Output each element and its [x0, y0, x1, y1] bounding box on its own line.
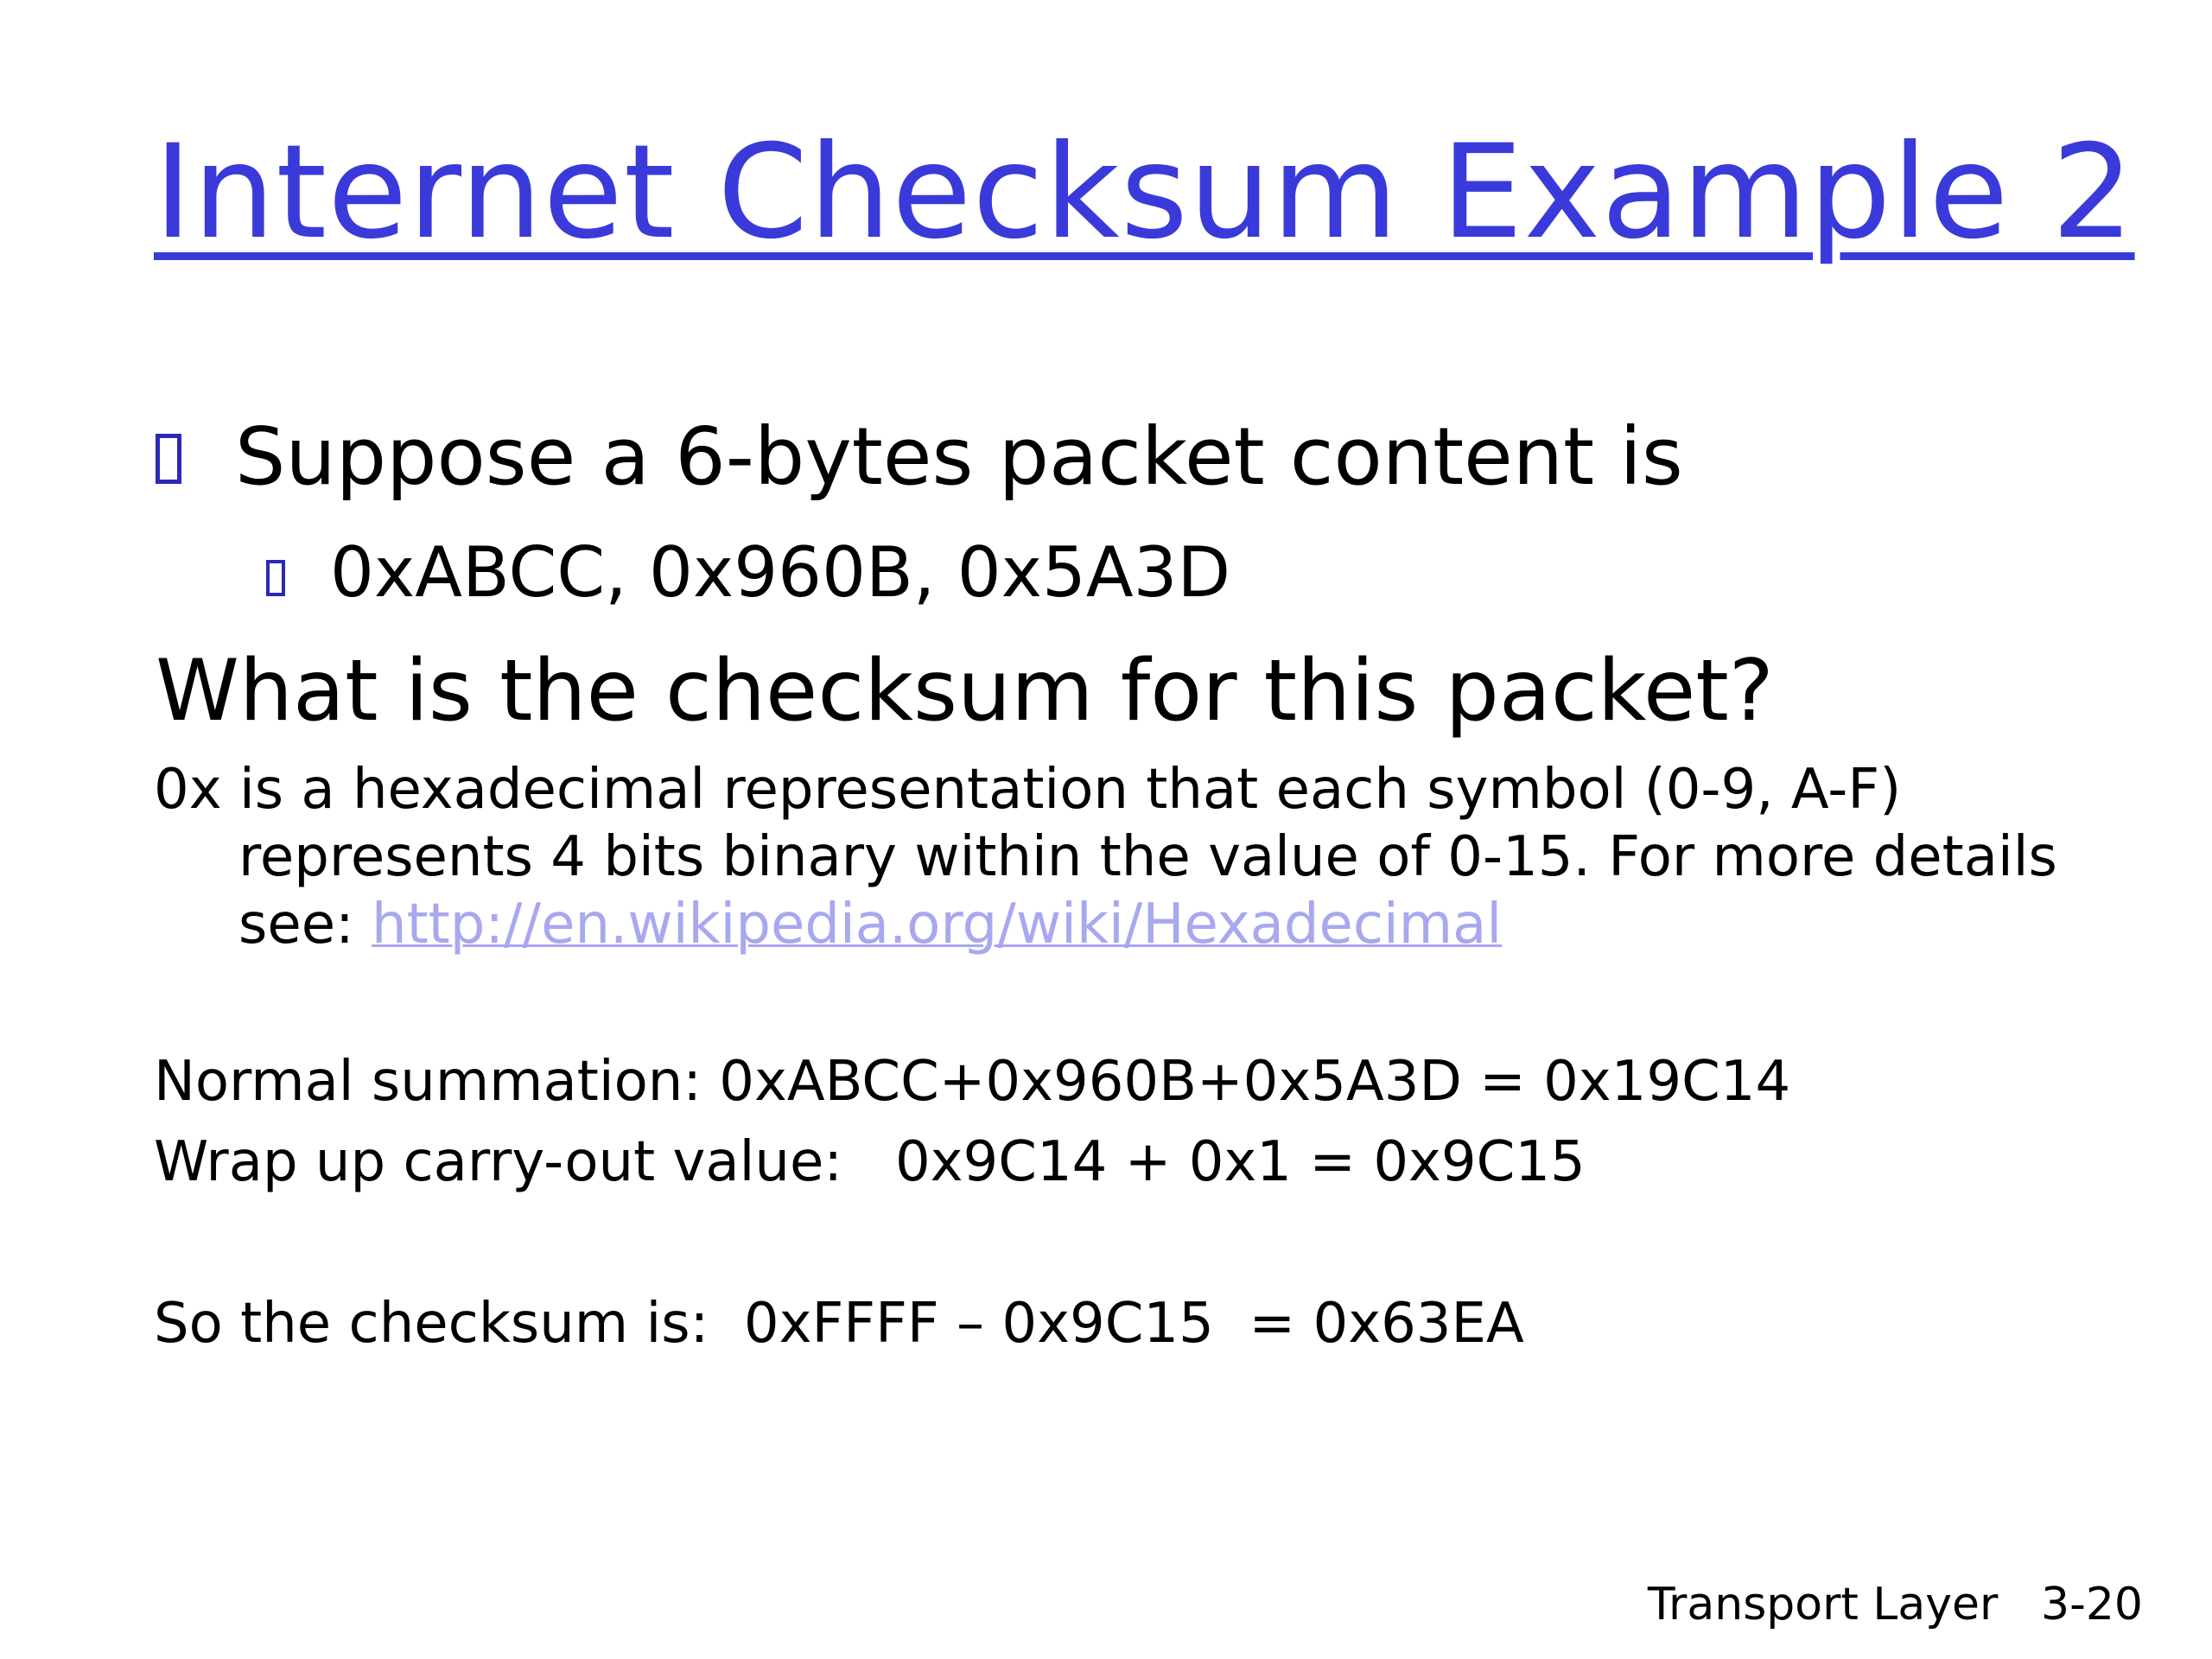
bullet-level-1 — [156, 410, 1683, 503]
bullet-level-2 — [266, 532, 1230, 613]
bullet-text: Suppose a 6-bytes packet content is — [235, 410, 1683, 503]
bullet-text: 0xABCC, 0x960B, 0x5A3D — [330, 532, 1231, 613]
normal-summation: Normal summation: 0xABCC+0x960B+0x5A3D = 0x19C14 — [154, 1050, 1791, 1114]
page-number: 3-20 — [2040, 1579, 2143, 1630]
hex-explanation — [154, 756, 2072, 958]
wrap-up-carry: Wrap up carry-out value: 0x9C14 + 0x1 = 0x9C15 — [154, 1130, 1586, 1194]
question-text: What is the checksum for this packet? — [156, 642, 1774, 741]
footer-label: Transport Layer — [1647, 1579, 1999, 1630]
wikipedia-link[interactable]: http://en.wikipedia.org/wiki/Hexadecimal — [372, 893, 1503, 957]
checksum-result: So the checksum is: 0xFFFF – 0x9C15 = 0x63EA — [154, 1292, 1524, 1356]
slide-title: Internet Checksum Example 2 — [154, 118, 2135, 268]
hex-explanation-text: 0x is a hexadecimal representation that each symbol (0-9, A-F) represents 4 bits binary within the value of 0-15. For more details see: — [154, 758, 2057, 957]
square-bullet-icon — [156, 434, 181, 484]
slide-footer — [1648, 1579, 2143, 1630]
square-bullet-icon — [266, 560, 285, 596]
